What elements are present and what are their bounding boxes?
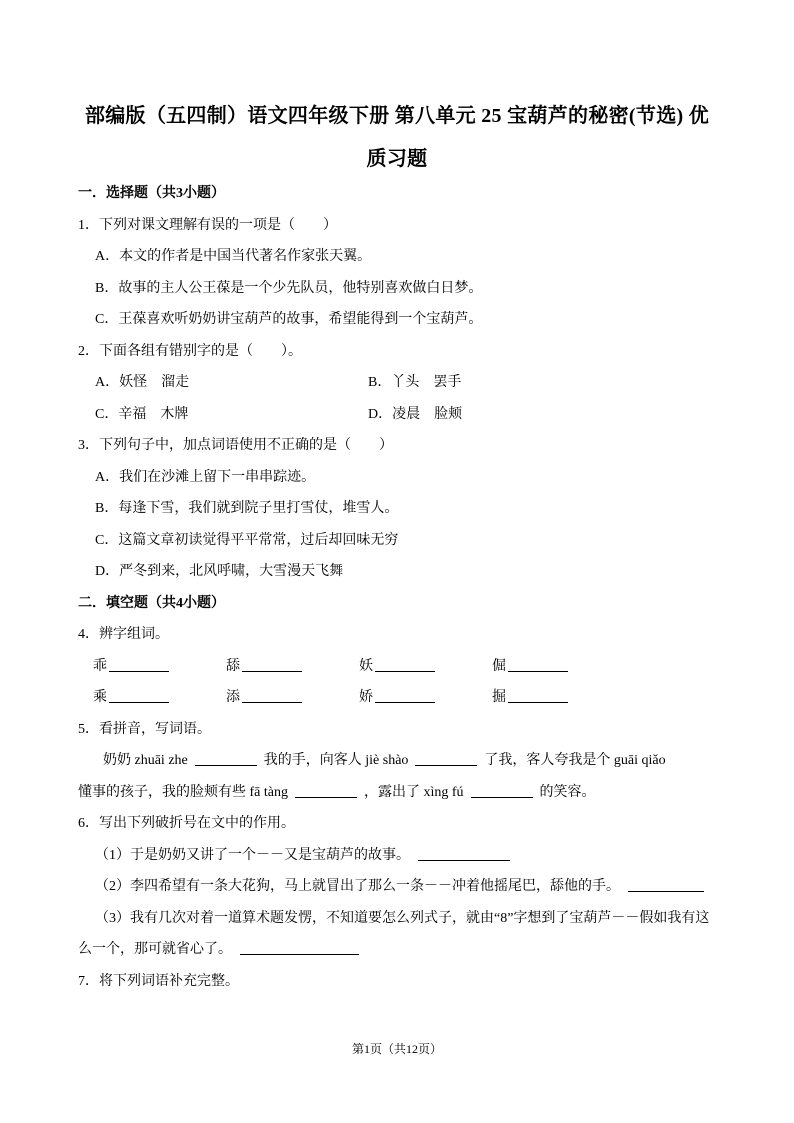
sub-question-text: （1）于是奶奶又讲了一个－－又是宝葫芦的故事。 — [95, 847, 410, 863]
question-stem-3: 3．下列句子中，加点词语使用不正确的是（ ） — [78, 438, 393, 453]
vocab-char: 舔 — [226, 658, 240, 674]
answer-option: C．辛福 木牌 — [95, 406, 189, 422]
answer-option: A．妖怪 溜走 — [95, 375, 190, 390]
exam-content — [78, 178, 718, 997]
answer-blank — [242, 657, 302, 672]
answer-option: C．这篇文章初读觉得平平常常，过后却回味无穷 — [95, 532, 399, 548]
vocab-item — [359, 651, 492, 683]
sub-question-text: （3）我有几次对着一道算术题发愣，不知道要怎么列式子，就由“8”字想到了宝葫芦－－假如我有这 — [95, 910, 710, 926]
vocab-item — [359, 682, 492, 714]
answer-blank — [109, 688, 169, 703]
question-stem-7: 7．将下列词语补充完整。 — [78, 973, 239, 989]
pinyin-text: 了我，客人夸我是个 guāi qiǎo — [484, 753, 666, 768]
sub-question-text: 么一个，那可就省心了。 — [78, 942, 232, 957]
answer-blank — [471, 783, 533, 798]
section-heading-fill: 二．填空题（共4小题） — [78, 595, 225, 611]
page-title-line: 部编版（五四制）语文四年级下册 第八单元 25 宝葫芦的秘密(节选) 优 — [84, 105, 710, 127]
answer-option: A．我们在沙滩上留下一串串踪迹。 — [95, 469, 316, 485]
vocab-char: 妖 — [359, 658, 373, 674]
answer-option: B．故事的主人公王葆是一个少先队员，他特别喜欢做白日梦。 — [95, 280, 483, 296]
pinyin-text: 的笑容。 — [539, 784, 596, 800]
vocab-char: 倔 — [492, 658, 506, 674]
sub-question — [78, 903, 718, 935]
page-title — [0, 95, 794, 181]
answer-blank — [628, 877, 704, 892]
vocab-char: 添 — [226, 690, 240, 705]
vocab-char: 掘 — [492, 690, 506, 705]
question-stem-6: 6．写出下列破折号在文中的作用。 — [78, 816, 295, 831]
vocab-char: 乘 — [93, 690, 107, 705]
vocab-char: 乖 — [93, 658, 107, 674]
answer-blank — [109, 657, 169, 672]
vocab-item — [93, 682, 226, 714]
pinyin-text: 我的手，向客人 jiè shào — [263, 753, 409, 768]
sub-question-text: （2）李四希望有一条大花狗，马上就冒出了那么一条－－冲着他摇尾巴，舔他的手。 — [95, 879, 620, 894]
option-row — [78, 367, 718, 399]
page-footer: 第1页（共12页） — [351, 1042, 442, 1056]
sub-question-continuation — [78, 934, 718, 966]
answer-blank — [295, 783, 357, 798]
answer-blank — [242, 688, 302, 703]
answer-option: B．丫头 罢手 — [368, 375, 462, 390]
answer-blank — [375, 657, 435, 672]
pinyin-text: 懂事的孩子，我的脸颊有些 fā tàng — [78, 784, 288, 800]
answer-option: A．本文的作者是中国当代著名作家张天翼。 — [95, 249, 372, 264]
sub-question — [78, 840, 718, 872]
vocab-item — [226, 682, 359, 714]
question-stem-4: 4．辨字组词。 — [78, 627, 169, 642]
vocab-item — [492, 651, 625, 683]
page-title-line: 质习题 — [366, 148, 428, 170]
answer-blank — [508, 688, 568, 703]
answer-blank — [375, 688, 435, 703]
pinyin-text: ，露出了 xìng fú — [363, 784, 464, 800]
pinyin-line — [78, 777, 718, 809]
vocab-item — [93, 651, 226, 683]
pinyin-text: 奶奶 zhuāi zhe — [103, 753, 188, 768]
answer-option: B．每逢下雪，我们就到院子里打雪仗，堆雪人。 — [95, 501, 399, 516]
pinyin-line — [78, 745, 718, 777]
answer-blank — [195, 751, 257, 766]
answer-blank — [418, 846, 510, 861]
answer-option: D．凌晨 脸颊 — [368, 406, 463, 422]
answer-blank — [240, 940, 359, 955]
answer-option: C．王葆喜欢听奶奶讲宝葫芦的故事，希望能得到一个宝葫芦。 — [95, 312, 483, 327]
vocab-item — [226, 651, 359, 683]
answer-blank — [415, 751, 477, 766]
question-stem-1: 1．下列对课文理解有误的一项是（ ） — [78, 217, 337, 233]
question-stem-2: 2．下面各组有错别字的是（ ）。 — [78, 343, 302, 359]
vocab-row — [78, 651, 718, 683]
section-heading-choice: 一．选择题（共3小题） — [78, 186, 225, 201]
answer-blank — [508, 657, 568, 672]
option-row — [78, 399, 718, 431]
vocab-row — [78, 682, 718, 714]
vocab-char: 娇 — [359, 690, 373, 705]
sub-question — [78, 871, 718, 903]
answer-option: D．严冬到来，北风呼啸，大雪漫天飞舞 — [95, 564, 344, 579]
vocab-item — [492, 682, 625, 714]
question-stem-5: 5．看拼音，写词语。 — [78, 721, 211, 737]
